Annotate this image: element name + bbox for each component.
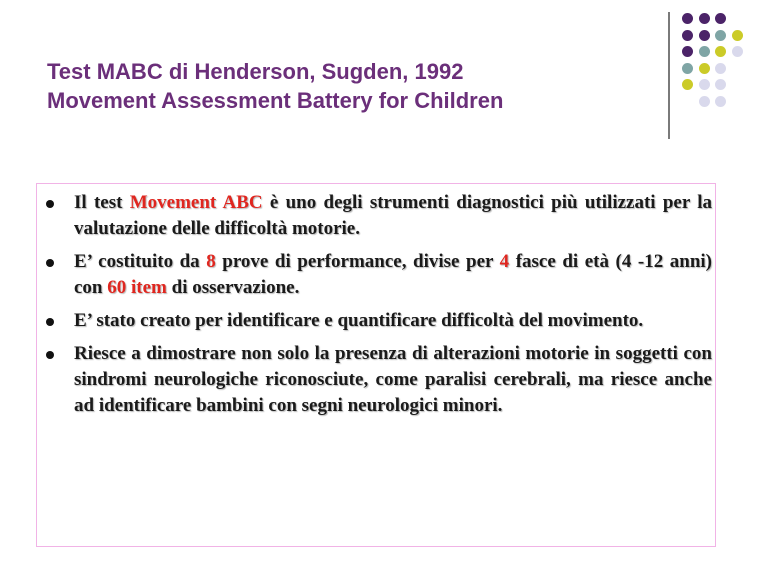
bullet-dot-icon: [46, 318, 54, 326]
decorative-dot-teal: [699, 46, 710, 57]
bullet-dot-icon: [46, 259, 54, 267]
decorative-dot-lavender: [732, 46, 743, 57]
bullet-item: Riesce a dimostrare non solo la presenza di alterazioni motorie in soggetti con sindromi neurologiche riconosciute, come paralisi cerebrali, ma riesce anche ad identificare bambini con segni neurologici minori.: [36, 341, 712, 419]
highlight-text: 8: [206, 251, 216, 272]
decorative-dot-yellow: [682, 79, 693, 90]
decorative-dot-lavender: [699, 96, 710, 107]
decorative-dot-teal: [715, 30, 726, 41]
decorative-dot-teal: [682, 63, 693, 74]
decorative-dot-purple: [682, 13, 693, 24]
highlight-text: 4: [499, 251, 510, 272]
slide-title: [47, 57, 503, 115]
bullet-item: Il test Movement ABC è uno degli strumenti diagnostici più utilizzati per la valutazione delle difficoltà motorie.: [36, 190, 712, 242]
bullet-dot-icon: [46, 351, 54, 359]
decorative-dot-lavender: [715, 79, 726, 90]
bullet-item: E’ stato creato per identificare e quantificare difficoltà del movimento.: [36, 308, 712, 334]
decorative-dot-purple: [699, 13, 710, 24]
decorative-vertical-line: [668, 12, 670, 139]
bullet-list: [36, 190, 712, 426]
decorative-dot-lavender: [715, 63, 726, 74]
title-line-2: Movement Assessment Battery for Children: [47, 88, 504, 113]
decorative-dot-purple: [682, 46, 693, 57]
decorative-dot-grid: [682, 13, 768, 123]
decorative-dot-purple: [699, 30, 710, 41]
title-line-1: Test MABC di Henderson, Sugden, 1992: [47, 59, 464, 84]
highlight-text: Movement ABC: [129, 192, 263, 213]
bullet-dot-icon: [46, 200, 54, 208]
decorative-dot-yellow: [699, 63, 710, 74]
decorative-dot-lavender: [699, 79, 710, 90]
decorative-dot-yellow: [732, 30, 743, 41]
decorative-dot-lavender: [715, 96, 726, 107]
decorative-dot-yellow: [715, 46, 726, 57]
decorative-dot-purple: [682, 30, 693, 41]
highlight-text: 60 item: [107, 277, 167, 298]
decorative-dot-purple: [715, 13, 726, 24]
bullet-item: E’ costituito da 8 prove di performance, divise per 4 fasce di età (4 -12 anni) con 60 item di osservazione.: [36, 249, 712, 301]
